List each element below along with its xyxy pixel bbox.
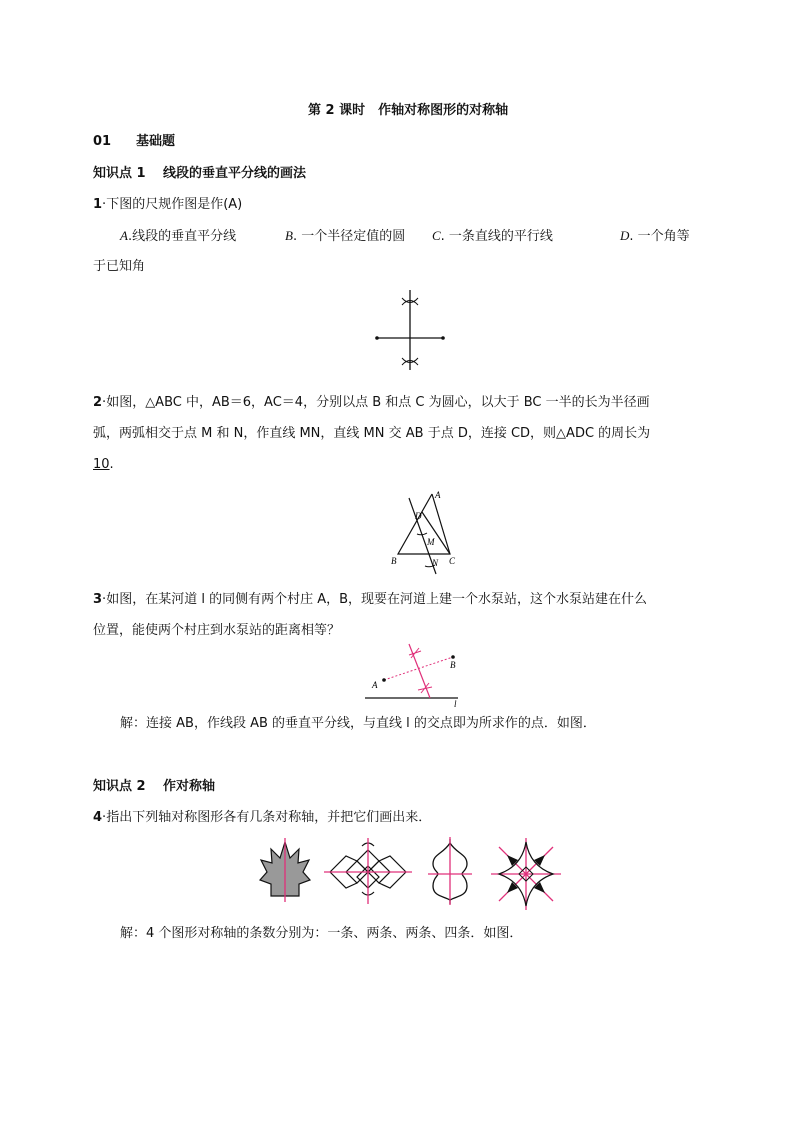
q3-figure bbox=[360, 640, 470, 710]
q2-label-a: A bbox=[435, 490, 441, 500]
section-number: 01 bbox=[93, 134, 112, 149]
q4-diamond-shape bbox=[322, 836, 414, 906]
q1-option-d: D. 一个角等 bbox=[620, 228, 690, 244]
q3-label-b: B bbox=[450, 660, 456, 670]
q1-option-d-continued: 于已知角 bbox=[93, 259, 146, 274]
q2-label-b: B bbox=[391, 556, 397, 566]
q2-label-c: C bbox=[449, 556, 456, 566]
section-label: 基础题 bbox=[136, 134, 176, 149]
q4-stem: 4·指出下列轴对称图形各有几条对称轴，并把它们画出来． bbox=[93, 810, 432, 825]
q3-label-a: A bbox=[372, 680, 378, 690]
q1-stem: 下图的尺规作图是作(A) bbox=[106, 197, 243, 212]
q1-figure bbox=[360, 285, 460, 375]
knowledge-point-1-tag: 知识点 1 bbox=[93, 166, 146, 181]
knowledge-point-2-label: 作对称轴 bbox=[163, 779, 216, 794]
q2-figure bbox=[385, 486, 465, 578]
q4-star-shape bbox=[487, 836, 565, 914]
page-title: 第 2 课时 作轴对称图形的对称轴 bbox=[308, 103, 509, 118]
q1-option-c: C. 一条直线的平行线 bbox=[432, 228, 553, 244]
q3-line-1: 3·如图，在某河道 l 的同侧有两个村庄 A，B，现要在河道上建一个水泵站，这个水泵站建在什么 bbox=[93, 592, 648, 607]
q3-line-2: 位置，能使两个村庄到水泵站的距离相等？ bbox=[93, 623, 341, 638]
q1-number: 1 bbox=[93, 197, 103, 212]
q4-solution: 解：4 个图形对称轴的条数分别为：一条、两条、两条、四条．如图． bbox=[120, 926, 523, 941]
q1-option-b: B. 一个半径定值的圆 bbox=[285, 228, 406, 244]
q1: 1·下图的尺规作图是作(A) bbox=[93, 197, 243, 212]
knowledge-point-2-tag: 知识点 2 bbox=[93, 779, 146, 794]
q2-label-n: N bbox=[432, 558, 439, 568]
q3-label-l: l bbox=[454, 699, 457, 709]
q2-line-2: 弧，两弧相交于点 M 和 N，作直线 MN，直线 MN 交 AB 于点 D，连接 CD，则△ADC 的周长为 bbox=[93, 426, 651, 441]
q2-line-1: 2·如图，△ABC 中，AB＝6，AC＝4，分别以点 B 和点 C 为圆心，以大于 BC 一半的长为半径画 bbox=[93, 395, 650, 410]
q2-answer: 10 bbox=[93, 457, 110, 472]
q1-option-a: A.线段的垂直平分线 bbox=[120, 228, 237, 244]
knowledge-point-1-label: 线段的垂直平分线的画法 bbox=[163, 166, 307, 181]
q4-leaf-shape bbox=[255, 836, 315, 906]
q2-answer-line: 10. bbox=[93, 457, 114, 472]
q4-gourd-shape bbox=[425, 836, 475, 906]
q2-label-d: D bbox=[415, 511, 422, 521]
q2-label-m: M bbox=[427, 537, 435, 547]
q3-solution: 解：连接 AB，作线段 AB 的垂直平分线，与直线 l 的交点即为所求作的点．如图． bbox=[120, 716, 596, 731]
